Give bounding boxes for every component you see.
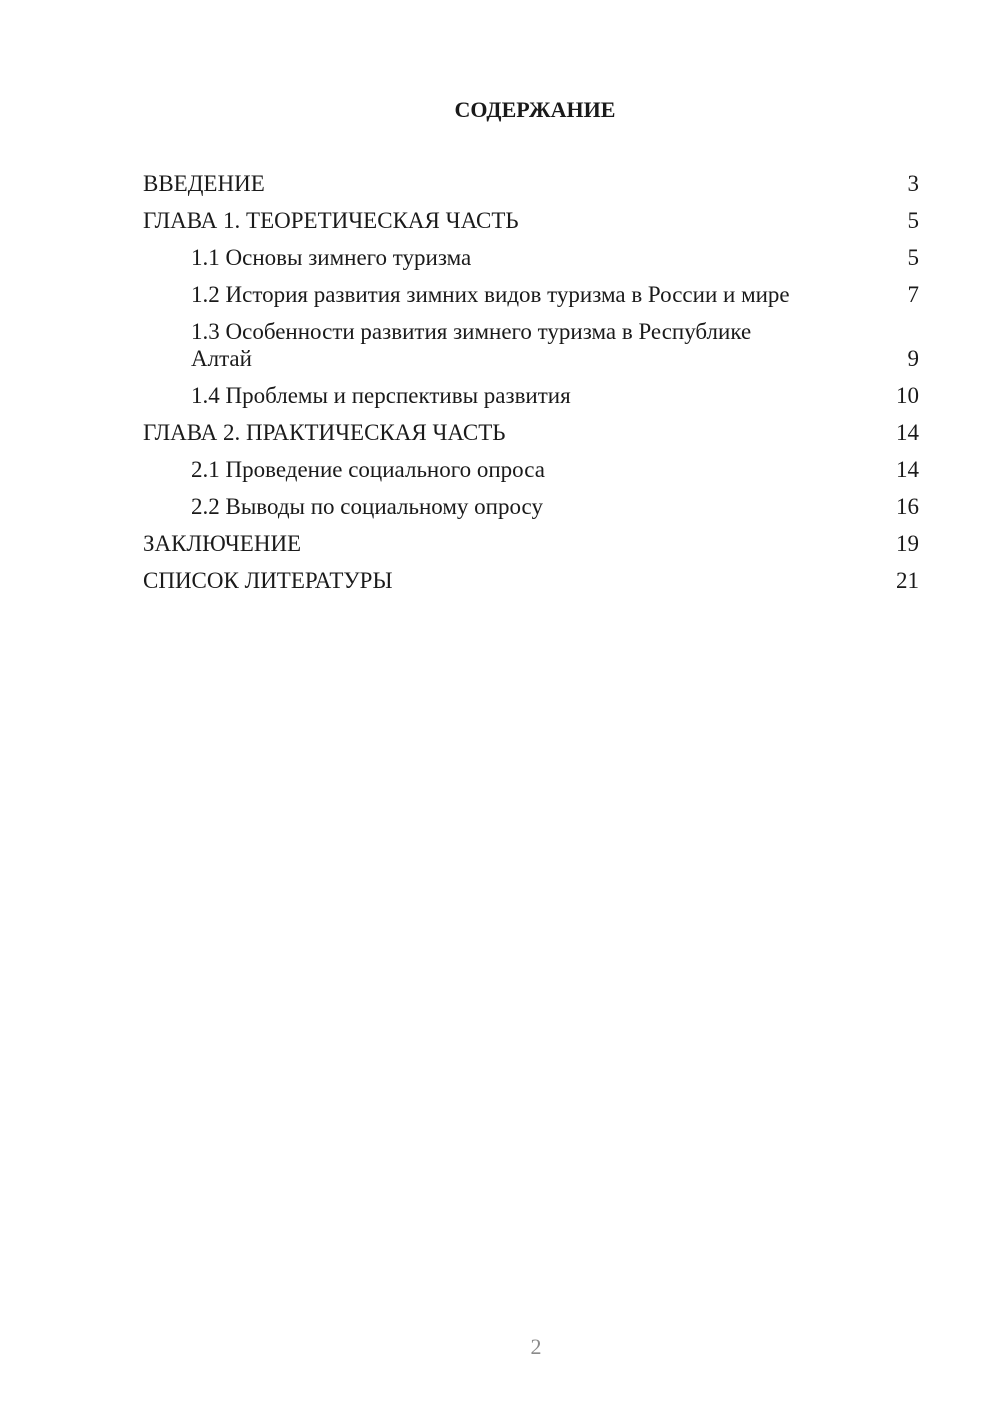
toc-entry-page: 5 <box>907 208 919 233</box>
toc-title-container <box>143 96 919 124</box>
toc-entry-page: 10 <box>896 383 919 408</box>
toc-entry-section-2-2 <box>143 493 919 520</box>
toc-entry-section-2-1 <box>143 456 919 483</box>
toc-entry-text: 1.3 Особенности развития зимнего туризма в Республике Алтай <box>191 319 752 371</box>
toc-entry-page: 5 <box>907 245 919 270</box>
toc-entry-text: СПИСОК ЛИТЕРАТУРЫ <box>143 568 393 593</box>
toc-entry-text: ВВЕДЕНИЕ <box>143 171 265 196</box>
toc-entry-page: 9 <box>907 346 919 371</box>
toc-entry-page: 21 <box>896 568 919 593</box>
toc-entry-bibliography <box>143 567 919 594</box>
toc-entry-section-1-4 <box>143 382 919 409</box>
toc-entry-section-1-2 <box>143 281 919 308</box>
toc-entry-text: 2.1 Проведение социального опроса <box>191 457 545 482</box>
toc-entry-introduction <box>143 170 919 197</box>
toc-entry-text: ЗАКЛЮЧЕНИЕ <box>143 531 302 556</box>
toc-entry-text: 1.1 Основы зимнего туризма <box>191 245 472 270</box>
toc-entry-section-1-3 <box>143 318 919 372</box>
toc-entry-section-1-1 <box>143 244 919 271</box>
toc-entry-page: 16 <box>896 494 919 519</box>
toc-entry-page: 14 <box>896 420 919 445</box>
toc-entry-page: 19 <box>896 531 919 556</box>
table-of-contents <box>143 170 919 604</box>
toc-entry-text: ГЛАВА 2. ПРАКТИЧЕСКАЯ ЧАСТЬ <box>143 420 506 445</box>
toc-entry-chapter-2 <box>143 419 919 446</box>
toc-entry-chapter-1 <box>143 207 919 234</box>
toc-entry-page: 3 <box>907 171 919 196</box>
toc-entry-text: ГЛАВА 1. ТЕОРЕТИЧЕСКАЯ ЧАСТЬ <box>143 208 519 233</box>
toc-entry-text: 2.2 Выводы по социальному опросу <box>191 494 543 519</box>
toc-entry-page: 7 <box>907 282 919 307</box>
toc-entry-text: 1.2 История развития зимних видов туризма в России и мире <box>191 282 790 307</box>
page-number: 2 <box>530 1334 542 1359</box>
toc-entry-text: 1.4 Проблемы и перспективы развития <box>191 383 571 408</box>
toc-entry-page: 14 <box>896 457 919 482</box>
toc-entry-conclusion <box>143 530 919 557</box>
toc-title: СОДЕРЖАНИЕ <box>454 97 616 122</box>
